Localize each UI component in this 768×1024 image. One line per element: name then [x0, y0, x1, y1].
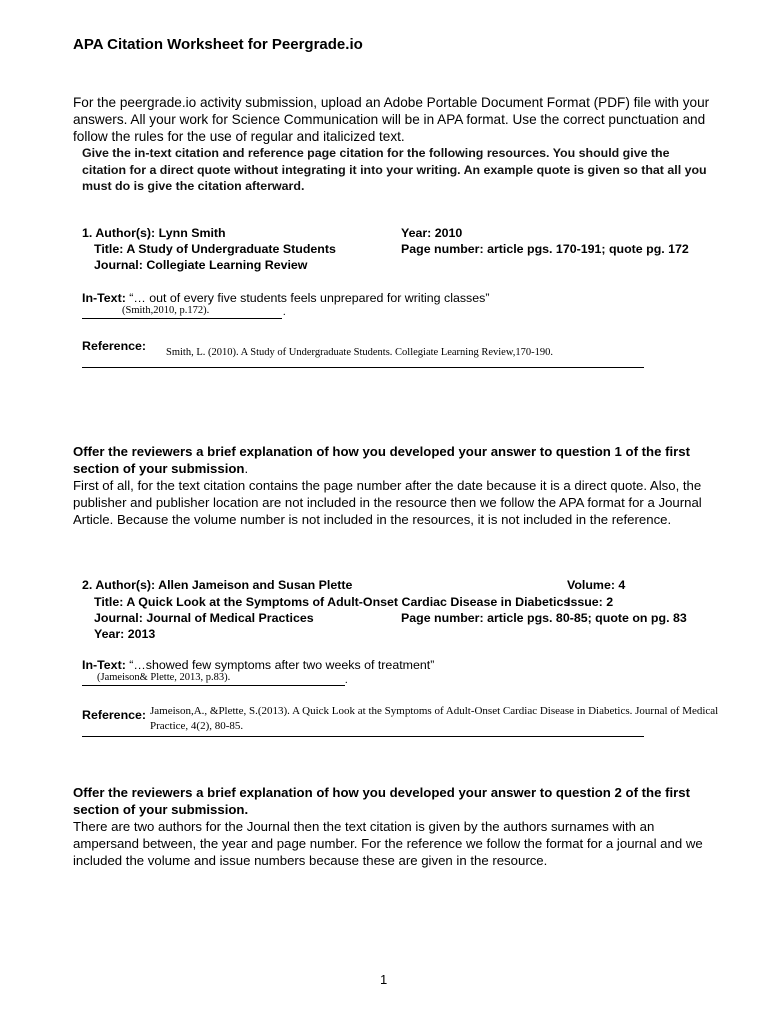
q1-title: Title: A Study of Undergraduate Students — [94, 242, 336, 256]
q2-issue: Issue: 2 — [567, 595, 614, 609]
q1-authors: 1. Author(s): Lynn Smith — [82, 226, 226, 240]
intro-paragraph: For the peergrade.io activity submission, upload an Adobe Portable Document Format (PDF) file with your answers. All your work for Science Communication will be in APA format. Use the correct punctuation and follow the rules for the use of regular and italicized text. — [73, 95, 710, 144]
q1-quote: “… out of every five students feels unprepared for writing classes” — [129, 291, 490, 305]
q2-intext-answer: (Jameison& Plette, 2013, p.83). — [97, 672, 231, 683]
q2-intext-row — [82, 657, 434, 673]
explanation-1-heading — [73, 443, 713, 477]
q1-intext-end: . — [283, 307, 286, 318]
q2-year: Year: 2013 — [94, 627, 156, 641]
q2-reference-label: Reference: — [82, 708, 147, 722]
q1-journal: Journal: Collegiate Learning Review — [94, 258, 308, 272]
explanation-2-body: There are two authors for the Journal then the text citation is given by the authors surnames with an ampersand between, the year and page number. For the reference we follow the format for a journal and we included the volume and issue numbers because these are given in the resource. — [73, 819, 703, 868]
q1-intext-label: In-Text: — [82, 291, 126, 305]
q2-authors: 2. Author(s): Allen Jameison and Susan Plette — [82, 578, 353, 592]
q1-reference-answer: Smith, L. (2010). A Study of Undergraduate Students. Collegiate Learning Review,170-190. — [166, 347, 553, 358]
q2-intext-underline — [82, 685, 345, 686]
q2-title: Title: A Quick Look at the Symptoms of Adult-Onset Cardiac Disease in Diabetics — [94, 595, 571, 609]
page-number: 1 — [380, 972, 388, 987]
q2-reference-line2: Practice, 4(2), 80-85. — [150, 720, 244, 732]
page-title: APA Citation Worksheet for Peergrade.io — [73, 36, 363, 53]
q1-intext-answer: (Smith,2010, p.172). — [122, 305, 210, 316]
explanation-1-body: First of all, for the text citation contains the page number after the date because it is a direct quote. Also, the publisher and publisher location are not included in the resource then we follow the APA format for a Journal Article. Because the volume number is not included in the resources, it is not included in the reference. — [73, 478, 702, 527]
q1-reference-label: Reference: — [82, 339, 147, 353]
explanation-2-heading: Offer the reviewers a brief explanation of how you developed your answer to question 2 of the first section of your submission. — [73, 785, 690, 817]
q2-reference-line1: Jameison,A., &Plette, S.(2013). A Quick Look at the Symptoms of Adult-Onset Cardiac Disease in Diabetics. Journal of Medical — [150, 705, 719, 717]
q1-year: Year: 2010 — [401, 226, 463, 240]
q1-intext-row — [82, 290, 489, 306]
q1-page: Page number: article pgs. 170-191; quote pg. 172 — [401, 242, 689, 256]
q2-page: Page number: article pgs. 80-85; quote on pg. 83 — [401, 611, 687, 625]
q2-quote: “…showed few symptoms after two weeks of treatment” — [129, 658, 435, 672]
q2-intext-end: . — [345, 675, 348, 686]
q1-intext-underline — [82, 318, 282, 319]
instructions-paragraph: Give the in-text citation and reference page citation for the following resources. You should give the citation for a direct quote without integrating it into your writing. An example quote is given so that all you must do is give the citation afterward. — [82, 146, 707, 193]
q2-volume: Volume: 4 — [567, 578, 626, 592]
q1-reference-underline — [82, 367, 644, 368]
explanation-1-heading-text: Offer the reviewers a brief explanation of how you developed your answer to question 1 of the first section of your submission — [73, 444, 690, 476]
q2-reference-underline — [82, 736, 644, 737]
q2-intext-label: In-Text: — [82, 658, 126, 672]
explanation-1-heading-end: . — [244, 461, 249, 476]
q2-journal: Journal: Journal of Medical Practices — [94, 611, 314, 625]
